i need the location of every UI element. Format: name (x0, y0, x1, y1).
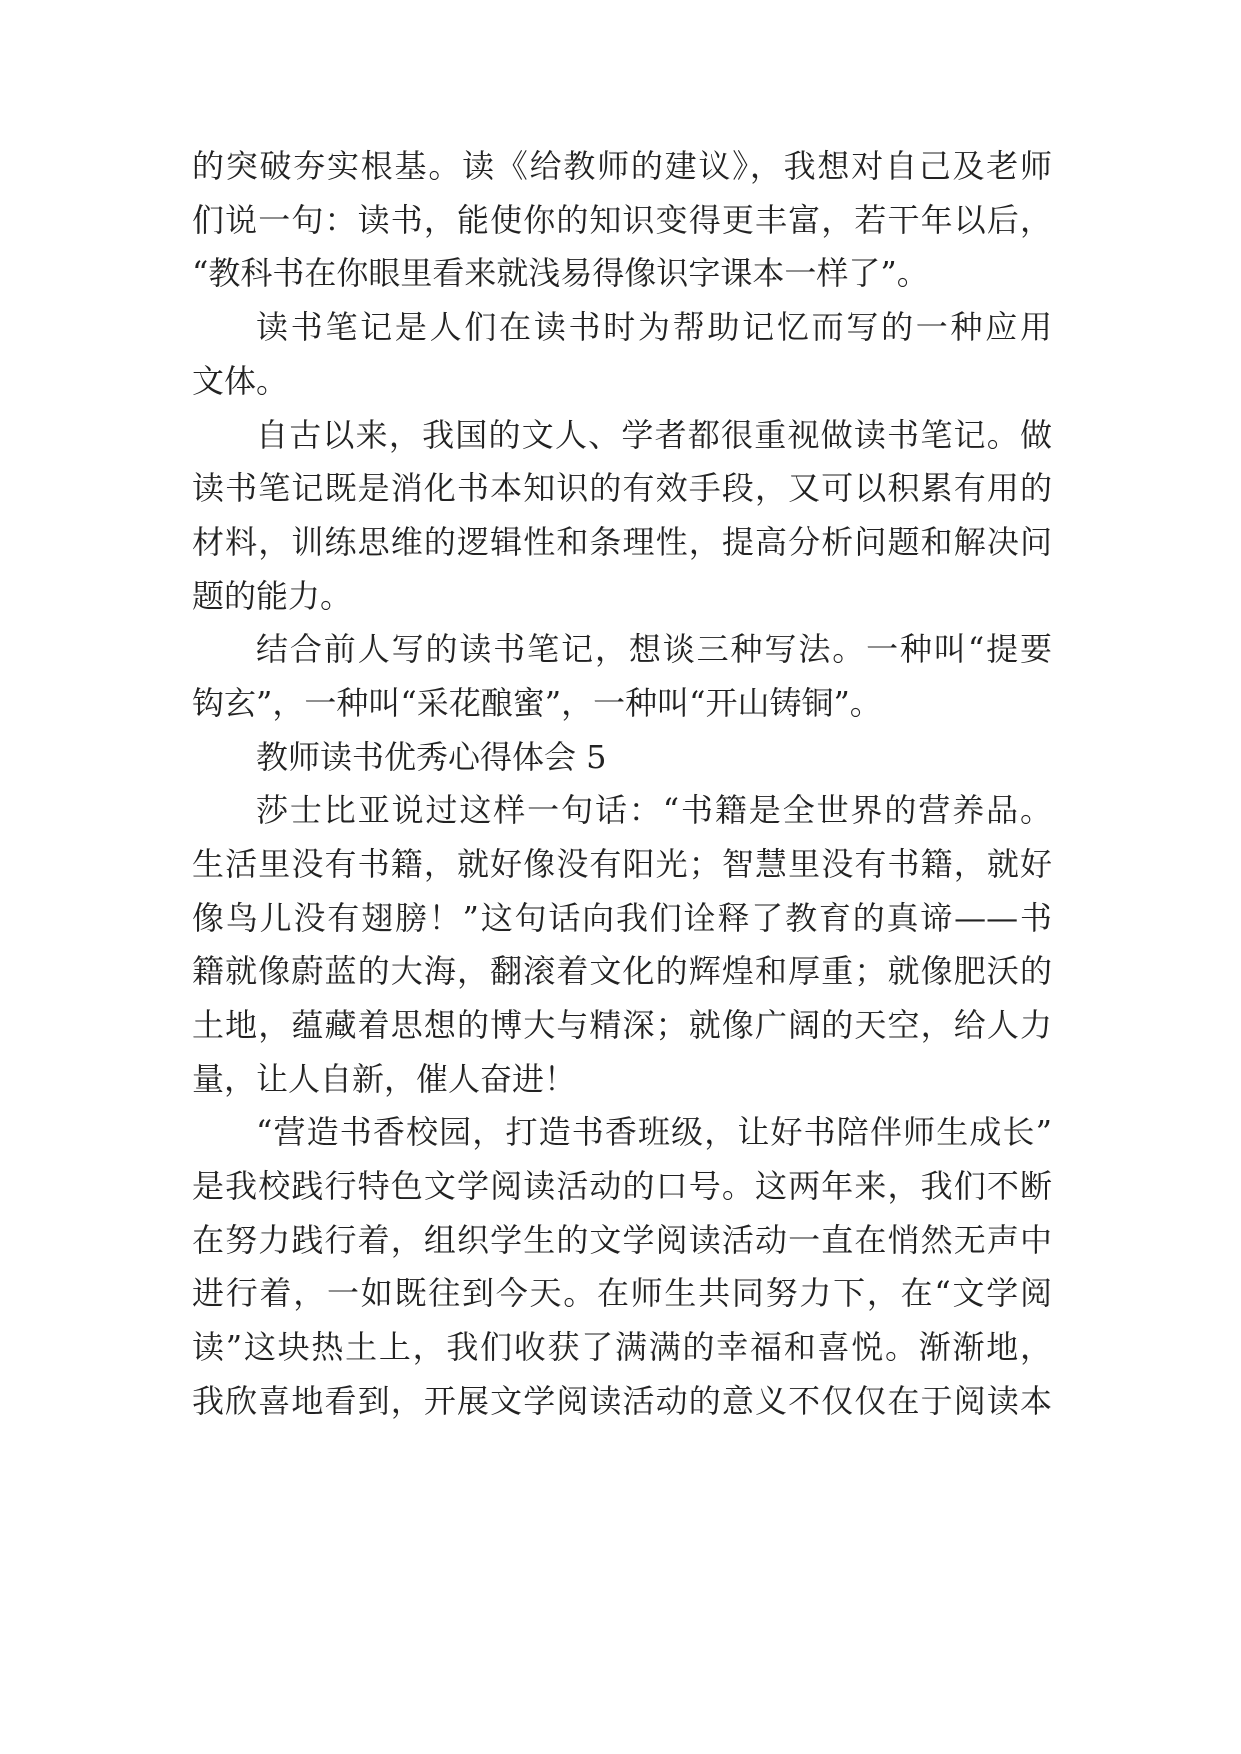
section-heading: 教师读书优秀心得体会 5 (256, 738, 607, 776)
text-line: 土地，蕴藏着思想的博大与精深；就像广阔的天空，给人力 (192, 1006, 1052, 1044)
text-line: 我欣喜地看到，开展文学阅读活动的意义不仅仅在于阅读本 (192, 1382, 1052, 1420)
text-line: 钩玄”，一种叫“采花酿蜜”，一种叫“开山铸铜”。 (192, 684, 882, 722)
text-line: 的突破夯实根基。读《给教师的建议》，我想对自己及老师 (192, 147, 1052, 185)
text-line: “教科书在你眼里看来就浅易得像识字课本一样了”。 (192, 254, 929, 292)
text-line: 生活里没有书籍，就好像没有阳光；智慧里没有书籍，就好 (192, 845, 1052, 883)
text-line: 题的能力。 (192, 577, 353, 615)
paragraph-first-line: 读书笔记是人们在读书时为帮助记忆而写的一种应用 (256, 308, 1052, 346)
text-line: 籍就像蔚蓝的大海，翻滚着文化的辉煌和厚重；就像肥沃的 (192, 952, 1052, 990)
text-line: 进行着，一如既往到今天。在师生共同努力下，在“文学阅 (192, 1274, 1052, 1312)
text-line: 读”这块热土上，我们收获了满满的幸福和喜悦。渐渐地， (192, 1328, 1052, 1366)
text-line: 是我校践行特色文学阅读活动的口号。这两年来，我们不断 (192, 1167, 1052, 1205)
paragraph-first-line: 结合前人写的读书笔记，想谈三种写法。一种叫“提要 (256, 630, 1052, 668)
text-line: 在努力践行着，组织学生的文学阅读活动一直在悄然无声中 (192, 1221, 1052, 1259)
paragraph-first-line: 自古以来，我国的文人、学者都很重视做读书笔记。做 (256, 416, 1052, 454)
text-line: 量，让人自新，催人奋进！ (192, 1060, 577, 1098)
paragraph-first-line: 莎士比亚说过这样一句话：“书籍是全世界的营养品。 (256, 791, 1052, 829)
text-line: 材料，训练思维的逻辑性和条理性，提高分析问题和解决问 (192, 523, 1052, 561)
text-line: 像鸟儿没有翅膀！”这句话向我们诠释了教育的真谛——书 (192, 899, 1052, 937)
paragraph-first-line: “营造书香校园，打造书香班级，让好书陪伴师生成长” (256, 1113, 1052, 1151)
text-line: 们说一句：读书，能使你的知识变得更丰富，若干年以后， (192, 201, 1052, 239)
text-line: 读书笔记既是消化书本知识的有效手段，又可以积累有用的 (192, 469, 1052, 507)
text-line: 文体。 (192, 362, 289, 400)
